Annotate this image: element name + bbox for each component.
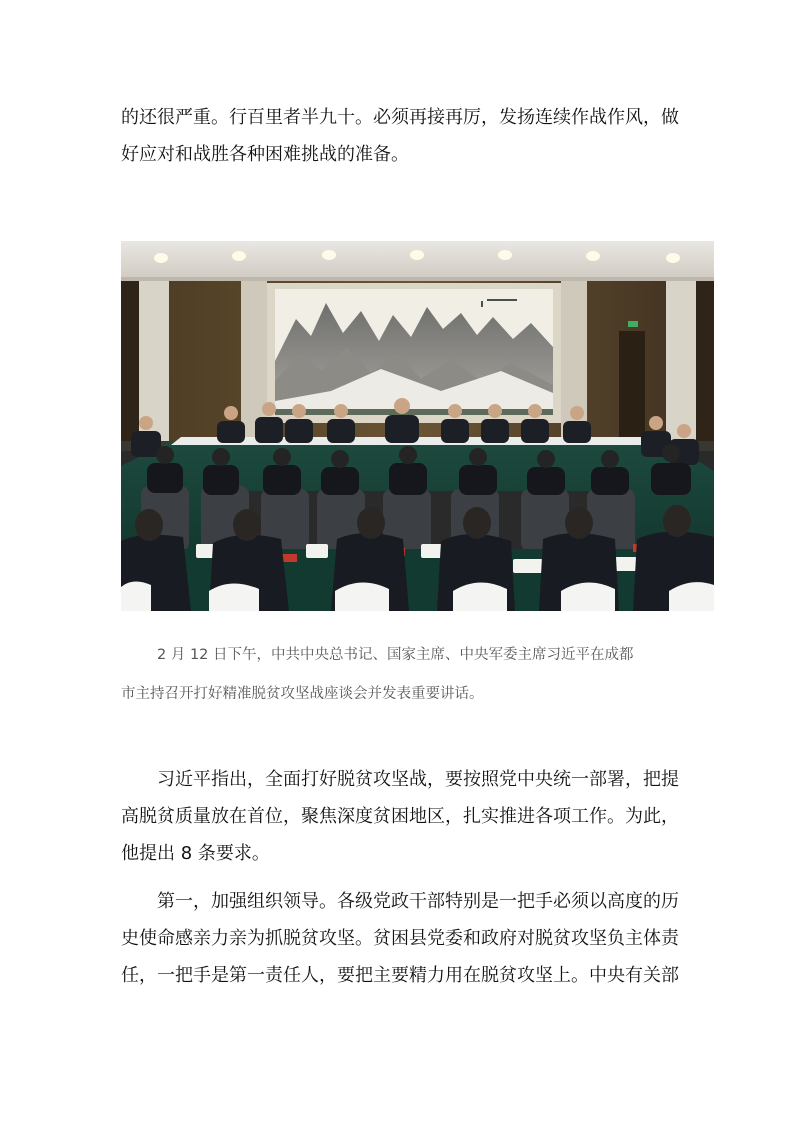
text-line: 好应对和战胜各种困难挑战的准备。 [121,144,409,165]
text-line: 高脱贫质量放在首位，聚焦深度贫困地区，扎实推进各项工作。为此， [121,806,679,827]
caption-line: 2 月 12 日下午，中共中央总书记、国家主席、中央军委主席习近平在成都 [157,647,634,663]
text-line: 的还很严重。行百里者半九十。必须再接再厉，发扬连续作战作风，做 [121,107,679,128]
body-paragraph [121,883,681,994]
text-line: 史使命感亲力亲为抓脱贫攻坚。贫困县党委和政府对脱贫攻坚负主体责 [121,928,679,949]
text-line: 习近平指出，全面打好脱贫攻坚战，要按照党中央统一部署，把提 [157,769,679,790]
meeting-photo [121,241,714,611]
text-line: 第一，加强组织领导。各级党政干部特别是一把手必须以高度的历 [157,891,679,912]
text-line: 任，一把手是第一责任人，要把主要精力用在脱贫攻坚上。中央有关部 [121,965,679,986]
photo-caption [121,636,681,714]
text-line: 他提出 8 条要求。 [121,843,270,864]
body-paragraph [121,761,681,872]
intro-paragraph [121,99,681,173]
caption-line: 市主持召开打好精准脱贫攻坚战座谈会并发表重要讲话。 [121,686,484,702]
